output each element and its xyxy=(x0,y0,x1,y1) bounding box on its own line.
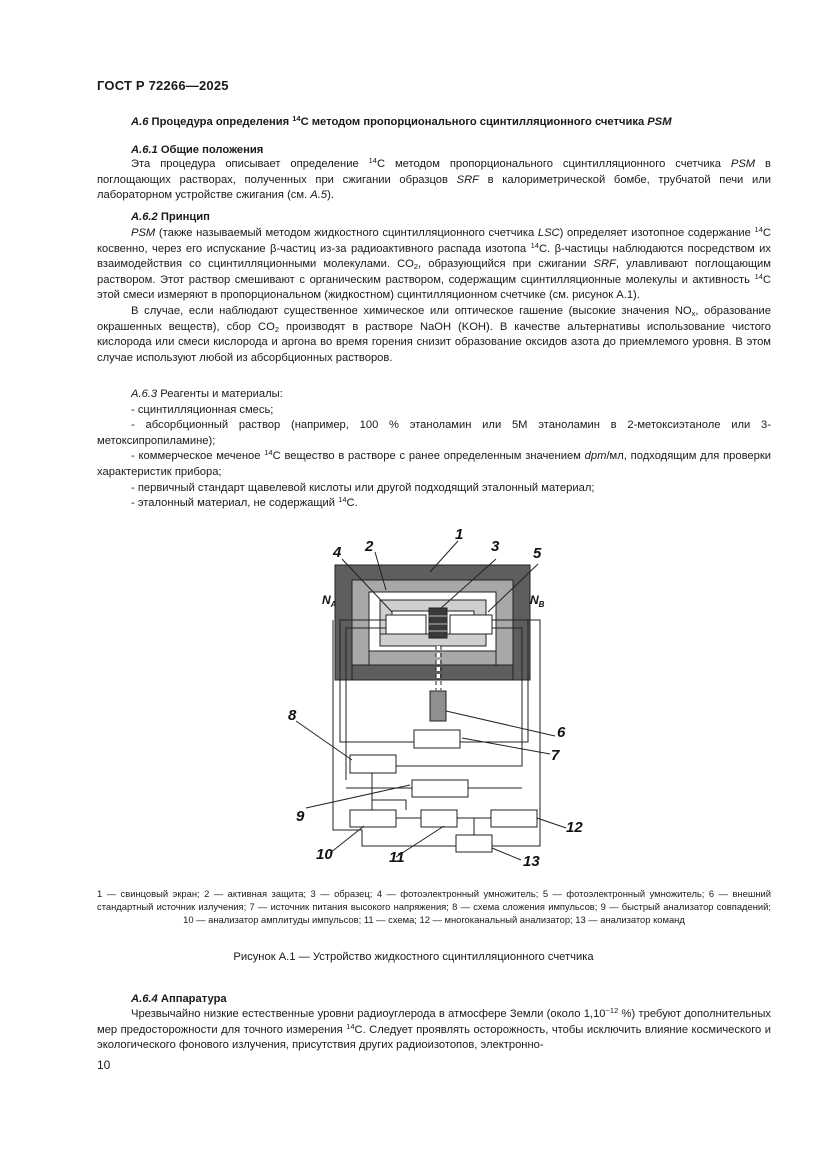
paragraph: PSM (также называемый методом жидкостного сцинтилляционного счетчика LSC) определяет изотопное содержание $^{14}$С косвенно, через его испускание β-частиц из-за радиоактивного распада изотопа $^{14}$С. β-частицы наблюдаются посредством их взаимодействия со сцинтилляционными молекулами. $CO_2$, образующийся при сжигании SRF, улавливают поглощающим раствором. Этот раствор смешивают с органическим раствором, содержащим сцинтилляционные молекулы и активность $^{14}$С этой смеси измеряют в пропорциональном (жидкостном) сцинтилляционном счетчике (см. рисунок А.1). xyxy=(97,225,771,302)
label-8: 8 xyxy=(288,707,297,724)
circuit-block xyxy=(421,810,457,827)
label-2: 2 xyxy=(365,538,374,555)
page-number: 10 xyxy=(97,1058,111,1072)
pulse-height-analyzer xyxy=(350,810,396,827)
label-3: 3 xyxy=(491,538,500,555)
label-1: 1 xyxy=(455,526,464,543)
sample xyxy=(429,608,447,638)
pmt-right xyxy=(450,615,492,634)
list-item: - сцинтилляционная смесь; xyxy=(131,403,274,416)
label-5: 5 xyxy=(533,545,542,562)
label-6: 6 xyxy=(557,724,566,741)
figure-legend: 1 — свинцовый экран; 2 — активная защита; 3 — образец; 4 — фотоэлектронный умножитель; 5 — фотоэлектронный умножитель; 6 — внешний стандартный источник излучения; 7 — источник питания высокого напряжения; 8 — схема сложения импульсов; 9 — быстрый анализатор совпадений; 10 — анализатор амплитуды импульсов; 11 — схема; 12 — многоканальный анализатор; 13 — анализатор команд xyxy=(97,888,771,925)
paragraph: В случае, если наблюдают существенное химическое или оптическое гашение (высокие значения $NO_x$, образование окрашенных веществ), сбор $CO_2$ производят в растворе NaOH (KOH). В качестве альтернативы использование чистого кислорода или смеси кислорода и аргона во время горения снизит образование оксидов азота до приемлемого уровня. В этом случае используют любой из абсорбционных растворов. xyxy=(97,304,771,364)
label-nb: $N_B$ xyxy=(530,593,545,609)
coincidence-analyzer xyxy=(412,780,468,797)
label-11: 11 xyxy=(389,849,405,866)
figure-caption: Рисунок А.1 — Устройство жидкостного сцинтилляционного счетчика xyxy=(233,951,594,963)
label-13: 13 xyxy=(523,853,540,870)
pmt-left xyxy=(386,615,426,634)
label-12: 12 xyxy=(566,819,583,836)
section-a64-heading: А.6.4 Аппаратура xyxy=(131,993,227,1005)
label-9: 9 xyxy=(296,808,305,825)
list-item: - абсорбционный раствор (например, 100 % этаноламин или 5М этаноламин в 2-метоксиэтаноле или 3-метоксипропиламине); xyxy=(97,419,771,447)
label-7: 7 xyxy=(551,747,560,764)
document-header: ГОСТ Р 72266—2025 xyxy=(97,78,229,93)
external-source xyxy=(430,691,446,721)
label-na: $N_A$ xyxy=(322,593,337,609)
section-a62-heading: А.6.2 Принцип xyxy=(131,211,210,223)
section-a63-heading: А.6.3 Реагенты и материалы: xyxy=(131,388,283,400)
section-a64-body xyxy=(97,1007,771,1054)
list-item: - эталонный материал, не содержащий $^{14}$С. xyxy=(131,495,358,510)
label-4: 4 xyxy=(333,544,342,561)
list-item: - коммерческое меченое $^{14}$С вещество в растворе с ранее определенным значением dpm/мл, подходящим для проверки характеристик прибора; xyxy=(97,448,771,478)
section-a6-title: А.6 Процедура определения $^{14}$С методом пропорционального сцинтилляционного счетчика PSM xyxy=(131,114,672,128)
hv-power-supply xyxy=(414,730,460,748)
section-a61-heading: А.6.1 Общие положения xyxy=(131,144,264,156)
paragraph: Эта процедура описывает определение $^{14}$С методом пропорционального сцинтилляционного счетчика PSM в поглощающих растворах, полученных при сжигании образцов SRF в калориметрической бомбе, трубчатой печи или лабораторном устройстве сжигания (см. А.5). xyxy=(97,156,771,202)
summing-circuit xyxy=(350,755,396,773)
command-analyzer xyxy=(456,835,492,852)
paragraph: Чрезвычайно низкие естественные уровни радиоуглерода в атмосфере Земли (около $1,10^{-12}$ %) требуют дополнительных мер предосторожности для точного измерения $^{14}$С. Следует проявлять осторожность, чтобы исключить влияние космического и экологического фонового излучения, присутствия других радиоизотопов, электронно- xyxy=(97,1006,771,1052)
list-item: - первичный стандарт щавелевой кислоты или другой подходящий эталонный материал; xyxy=(131,481,595,494)
multichannel-analyzer xyxy=(491,810,537,827)
section-number: А.6 xyxy=(131,116,149,128)
label-10: 10 xyxy=(316,846,333,863)
